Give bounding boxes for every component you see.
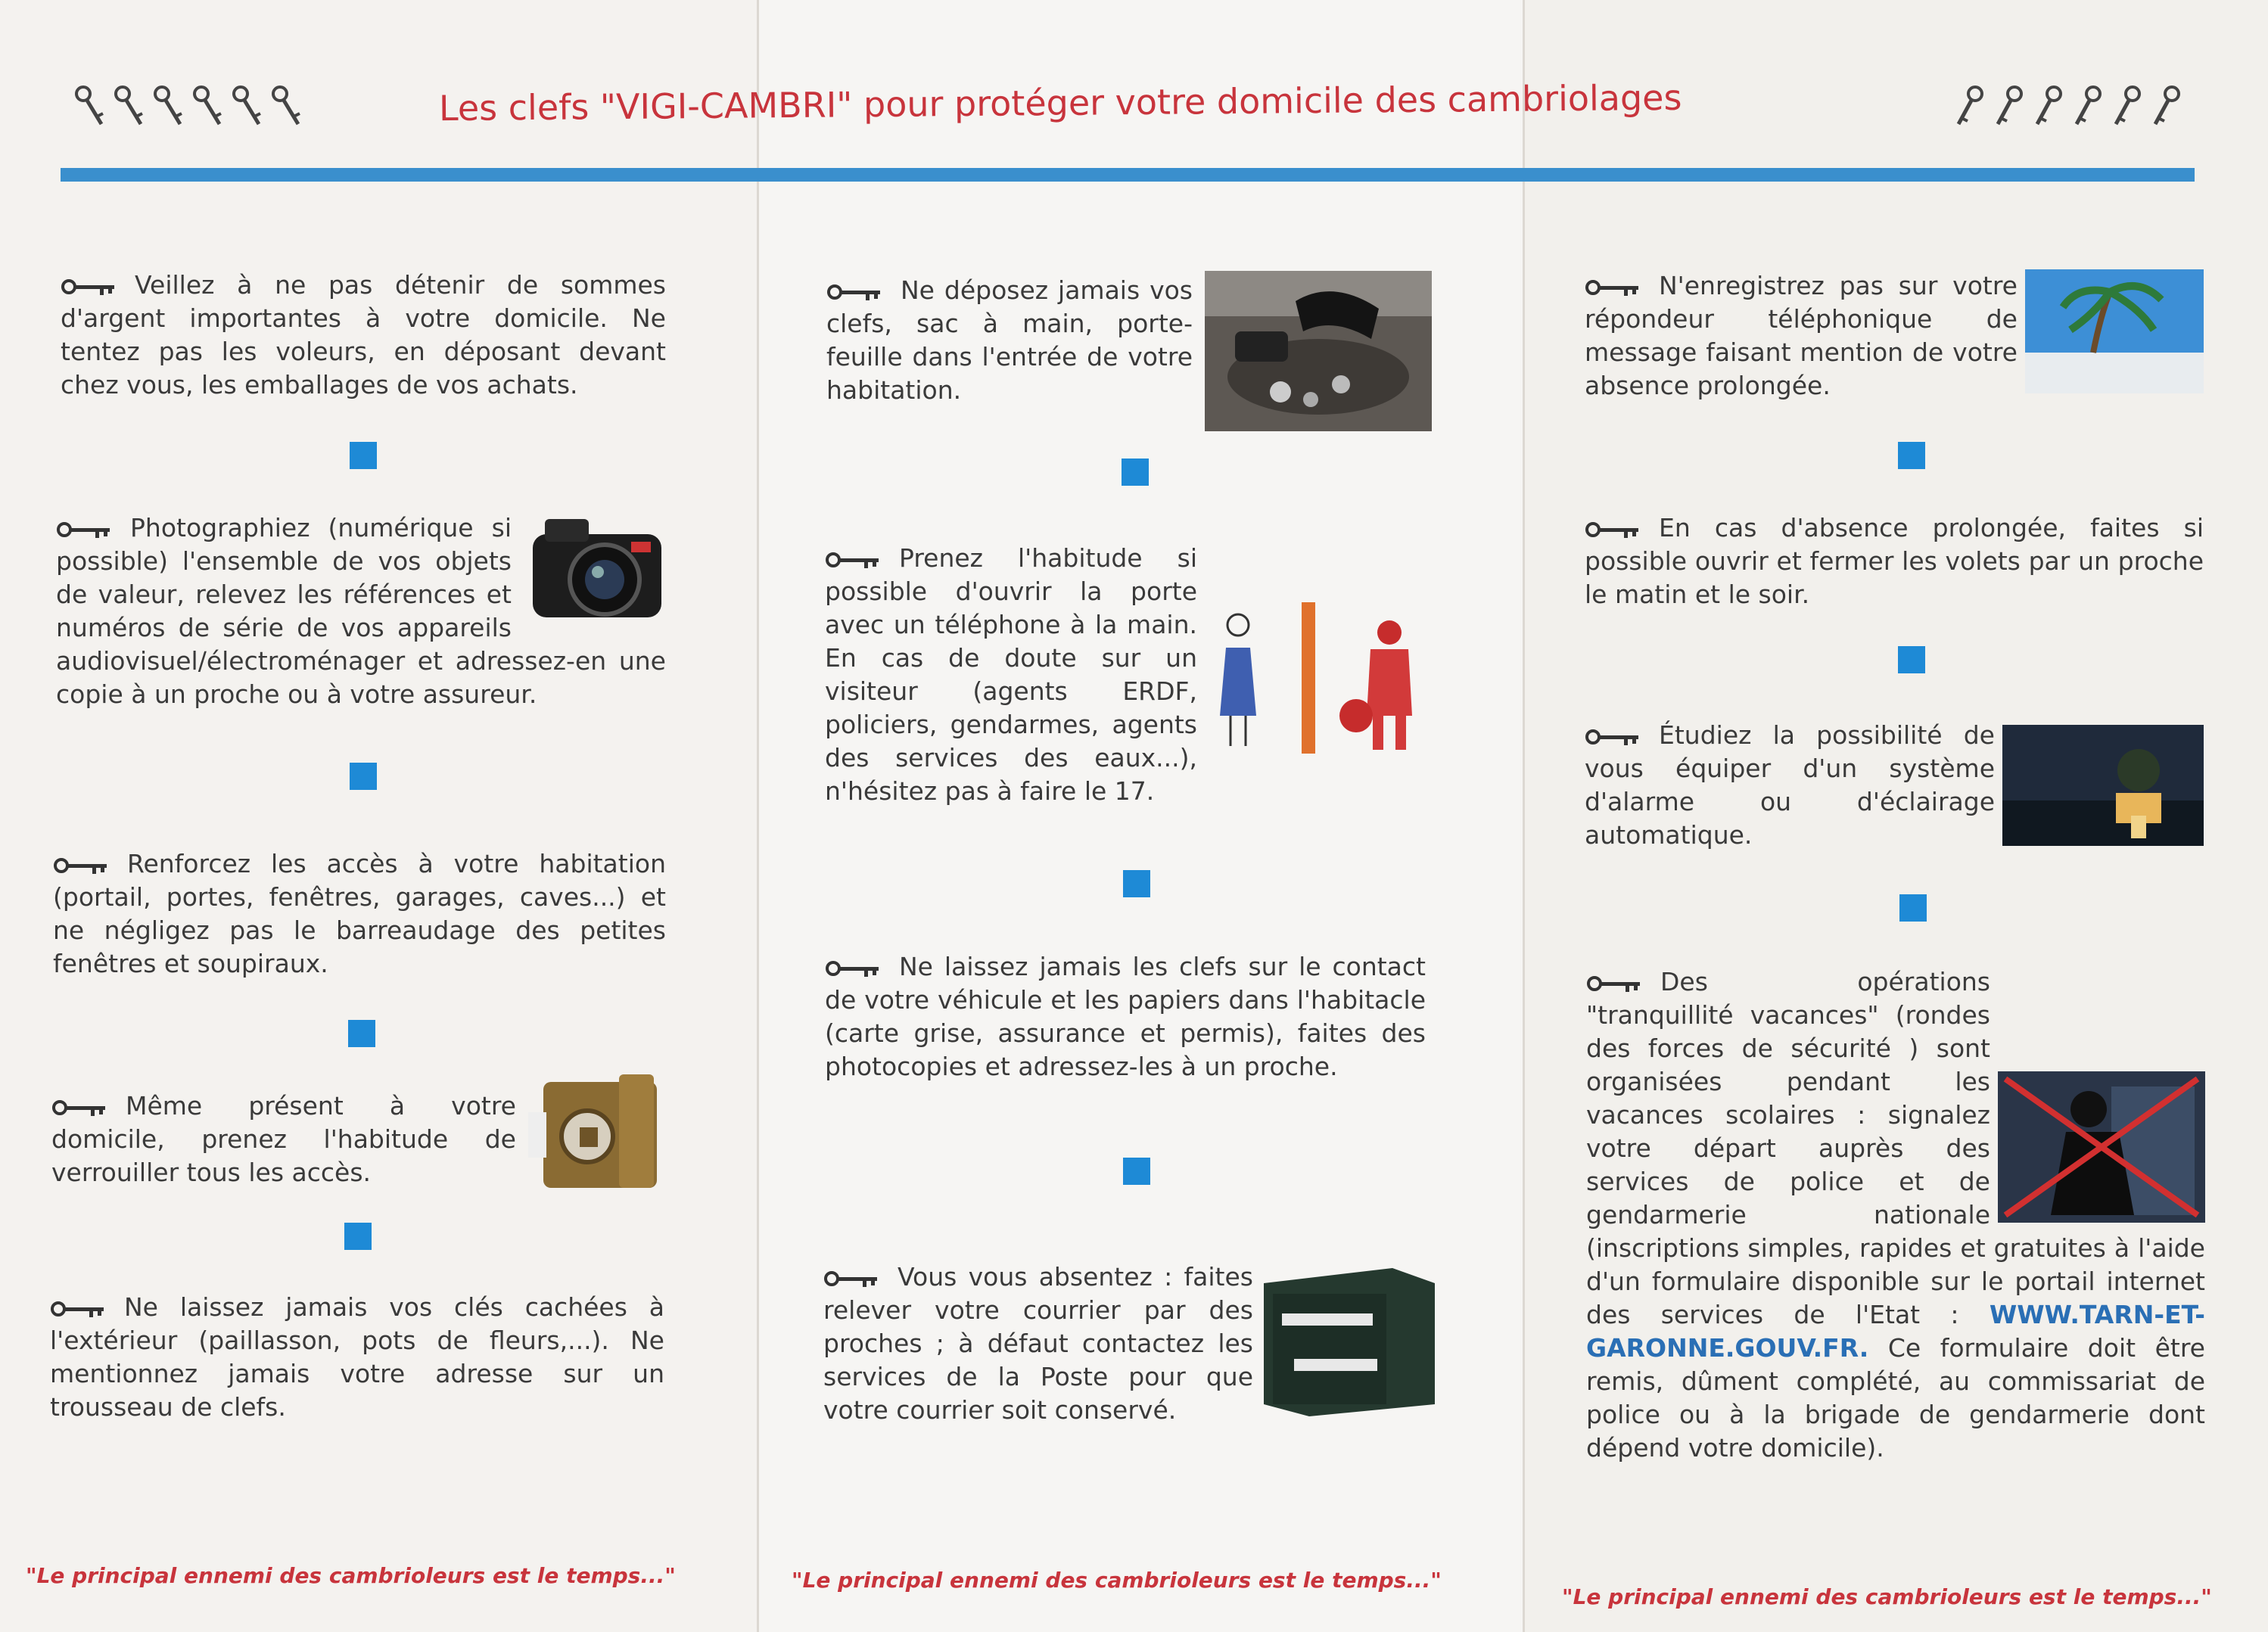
tip-item: [51, 1090, 664, 1200]
separator-square: [350, 442, 377, 469]
key-icon: [73, 85, 107, 130]
footer-quote: "Le principal ennemi des cambrioleurs est le temps...": [792, 1568, 1442, 1593]
tip-text: Ne laissez jamais les clefs sur le contact de votre véhicule et les papiers dans l'habitacle (carte grise, assurance et permis), faites des photocopies et adressez-les à un proche.: [825, 952, 1426, 1081]
separator-square: [348, 1020, 375, 1047]
tip-item: [53, 847, 666, 981]
tip-text: Vous vous absentez : faites relever votre courrier par des proches ; à défaut contactez les services de la Poste pour que votre courrier soit conservé.: [823, 1262, 1253, 1425]
key-icon: [1992, 85, 2027, 130]
key-icon: [51, 1098, 112, 1118]
tip-item: [1585, 719, 2204, 852]
tip-item: [1586, 965, 2205, 1465]
tip-item: [61, 269, 666, 402]
website-link[interactable]: WWW.TARN-ET-GARONNE.GOUV.FR.: [1586, 1300, 2205, 1363]
tip-item: [56, 511, 666, 711]
tip-text: Des opérations "tranquillité vacances" (rondes des forces de sécurité ) sont organisées pendant les vacances scolaires : signalez votre départ auprès des services de police et de gendarmerie nationale (inscriptions simples, rapides et gratuites à l'aide d'un formulaire disponible sur le portail internet des services de l'Etat :: [1586, 967, 2205, 1329]
separator-square: [1122, 459, 1149, 486]
separator-square: [1898, 442, 1925, 469]
key-icon: [2149, 85, 2184, 130]
key-icon: [1585, 278, 1645, 297]
door-visitor-illustration: [1208, 602, 1427, 754]
tip-text-tail: Ce formulaire doit être remis, dûment complété, au commissariat de police ou à la brigade de gendarmerie dont dépend votre domicile).: [1586, 1333, 2205, 1463]
key-icon: [823, 1269, 884, 1289]
page-title: Les clefs "VIGI-CAMBRI" pour protéger votre domicile des cambriolages: [438, 76, 1682, 129]
crossed-burglar-photo: [1998, 1071, 2205, 1223]
tip-text: Prenez l'habitude si possible d'ouvrir la porte avec un téléphone à la main. En cas de doute sur un visiteur (agents ERDF, policiers, gendarmes, agents des services des eaux...), n'hésitez pas à faire le 17.: [825, 543, 1197, 806]
separator-square: [1123, 870, 1150, 897]
tip-item: [823, 1261, 1435, 1427]
key-icon: [826, 282, 887, 302]
tip-item: [826, 274, 1432, 436]
key-icon: [1952, 85, 1987, 130]
key-icon: [269, 85, 304, 130]
key-icon: [112, 85, 147, 130]
tip-text: Renforcez les accès à votre habitation (portail, portes, fenêtres, garages, caves...) et ne négligez pas le barreaudage des petites fenêtres et soupiraux.: [53, 849, 666, 978]
key-icon: [2070, 85, 2105, 130]
footer-quote: "Le principal ennemi des cambrioleurs est le temps...": [1562, 1584, 2212, 1609]
key-icon: [53, 856, 114, 875]
camera-image: [525, 511, 666, 633]
tip-text: N'enregistrez pas sur votre répondeur téléphonique de message faisant mention de votre absence prolongée.: [1585, 271, 2018, 400]
key-icon: [1586, 974, 1647, 993]
mailbox-image: [1264, 1261, 1435, 1416]
key-icon: [825, 550, 885, 570]
tip-text: Ne laissez jamais vos clés cachées à l'extérieur (paillasson, pots de fleurs,...). Ne mentionnez jamais votre adresse sur un trousseau de clefs.: [50, 1292, 664, 1422]
key-icon: [1585, 727, 1645, 747]
key-icon: [2031, 85, 2066, 130]
door-lock-image: [528, 1067, 664, 1195]
beach-photo: [2025, 269, 2204, 393]
key-icon: [1585, 520, 1645, 539]
tip-text: Ne déposez jamais vos clefs, sac à main, porte-feuille dans l'entrée de votre habitation.: [826, 275, 1193, 405]
tip-item: [825, 542, 1427, 808]
key-icon: [230, 85, 265, 130]
key-icon: [191, 85, 226, 130]
tip-text: Photographiez (numérique si possible) l'ensemble de vos objets de valeur, relevez les références et numéros de série de vos appareils audiovisuel/électroménager et adressez-en une copie à un proche ou à votre assureur.: [56, 513, 666, 709]
key-icon: [56, 520, 117, 539]
key-icon: [151, 85, 186, 130]
separator-square: [1123, 1158, 1150, 1185]
separator-square: [1898, 646, 1925, 673]
header-rule: [61, 168, 2195, 182]
tip-item: [50, 1291, 664, 1424]
key-icon: [61, 277, 121, 297]
keys-bag-photo: [1205, 271, 1432, 431]
keys-decoration-right: [1952, 85, 2184, 130]
key-icon: [825, 959, 885, 978]
separator-square: [1899, 894, 1927, 922]
footer-quote: "Le principal ennemi des cambrioleurs est le temps...": [26, 1563, 676, 1588]
tip-item: [1585, 269, 2204, 403]
key-icon: [50, 1299, 110, 1319]
night-house-photo: [2002, 725, 2204, 846]
tip-item: [1585, 511, 2204, 611]
key-icon: [2110, 85, 2145, 130]
tip-text: Veillez à ne pas détenir de sommes d'argent importantes à votre domicile. Ne tentez pas les voleurs, en déposant devant chez vous, les emballages de vos achats.: [61, 270, 666, 399]
separator-square: [350, 763, 377, 790]
tip-text: En cas d'absence prolongée, faites si possible ouvrir et fermer les volets par un proche le matin et le soir.: [1585, 513, 2204, 609]
tip-text: Étudiez la possibilité de vous équiper d'un système d'alarme ou d'éclairage automatique.: [1585, 720, 1995, 850]
tip-item: [825, 950, 1426, 1083]
keys-decoration-left: [73, 85, 304, 130]
separator-square: [344, 1223, 372, 1250]
tip-text: Même présent à votre domicile, prenez l'habitude de verrouiller tous les accès.: [51, 1091, 516, 1187]
